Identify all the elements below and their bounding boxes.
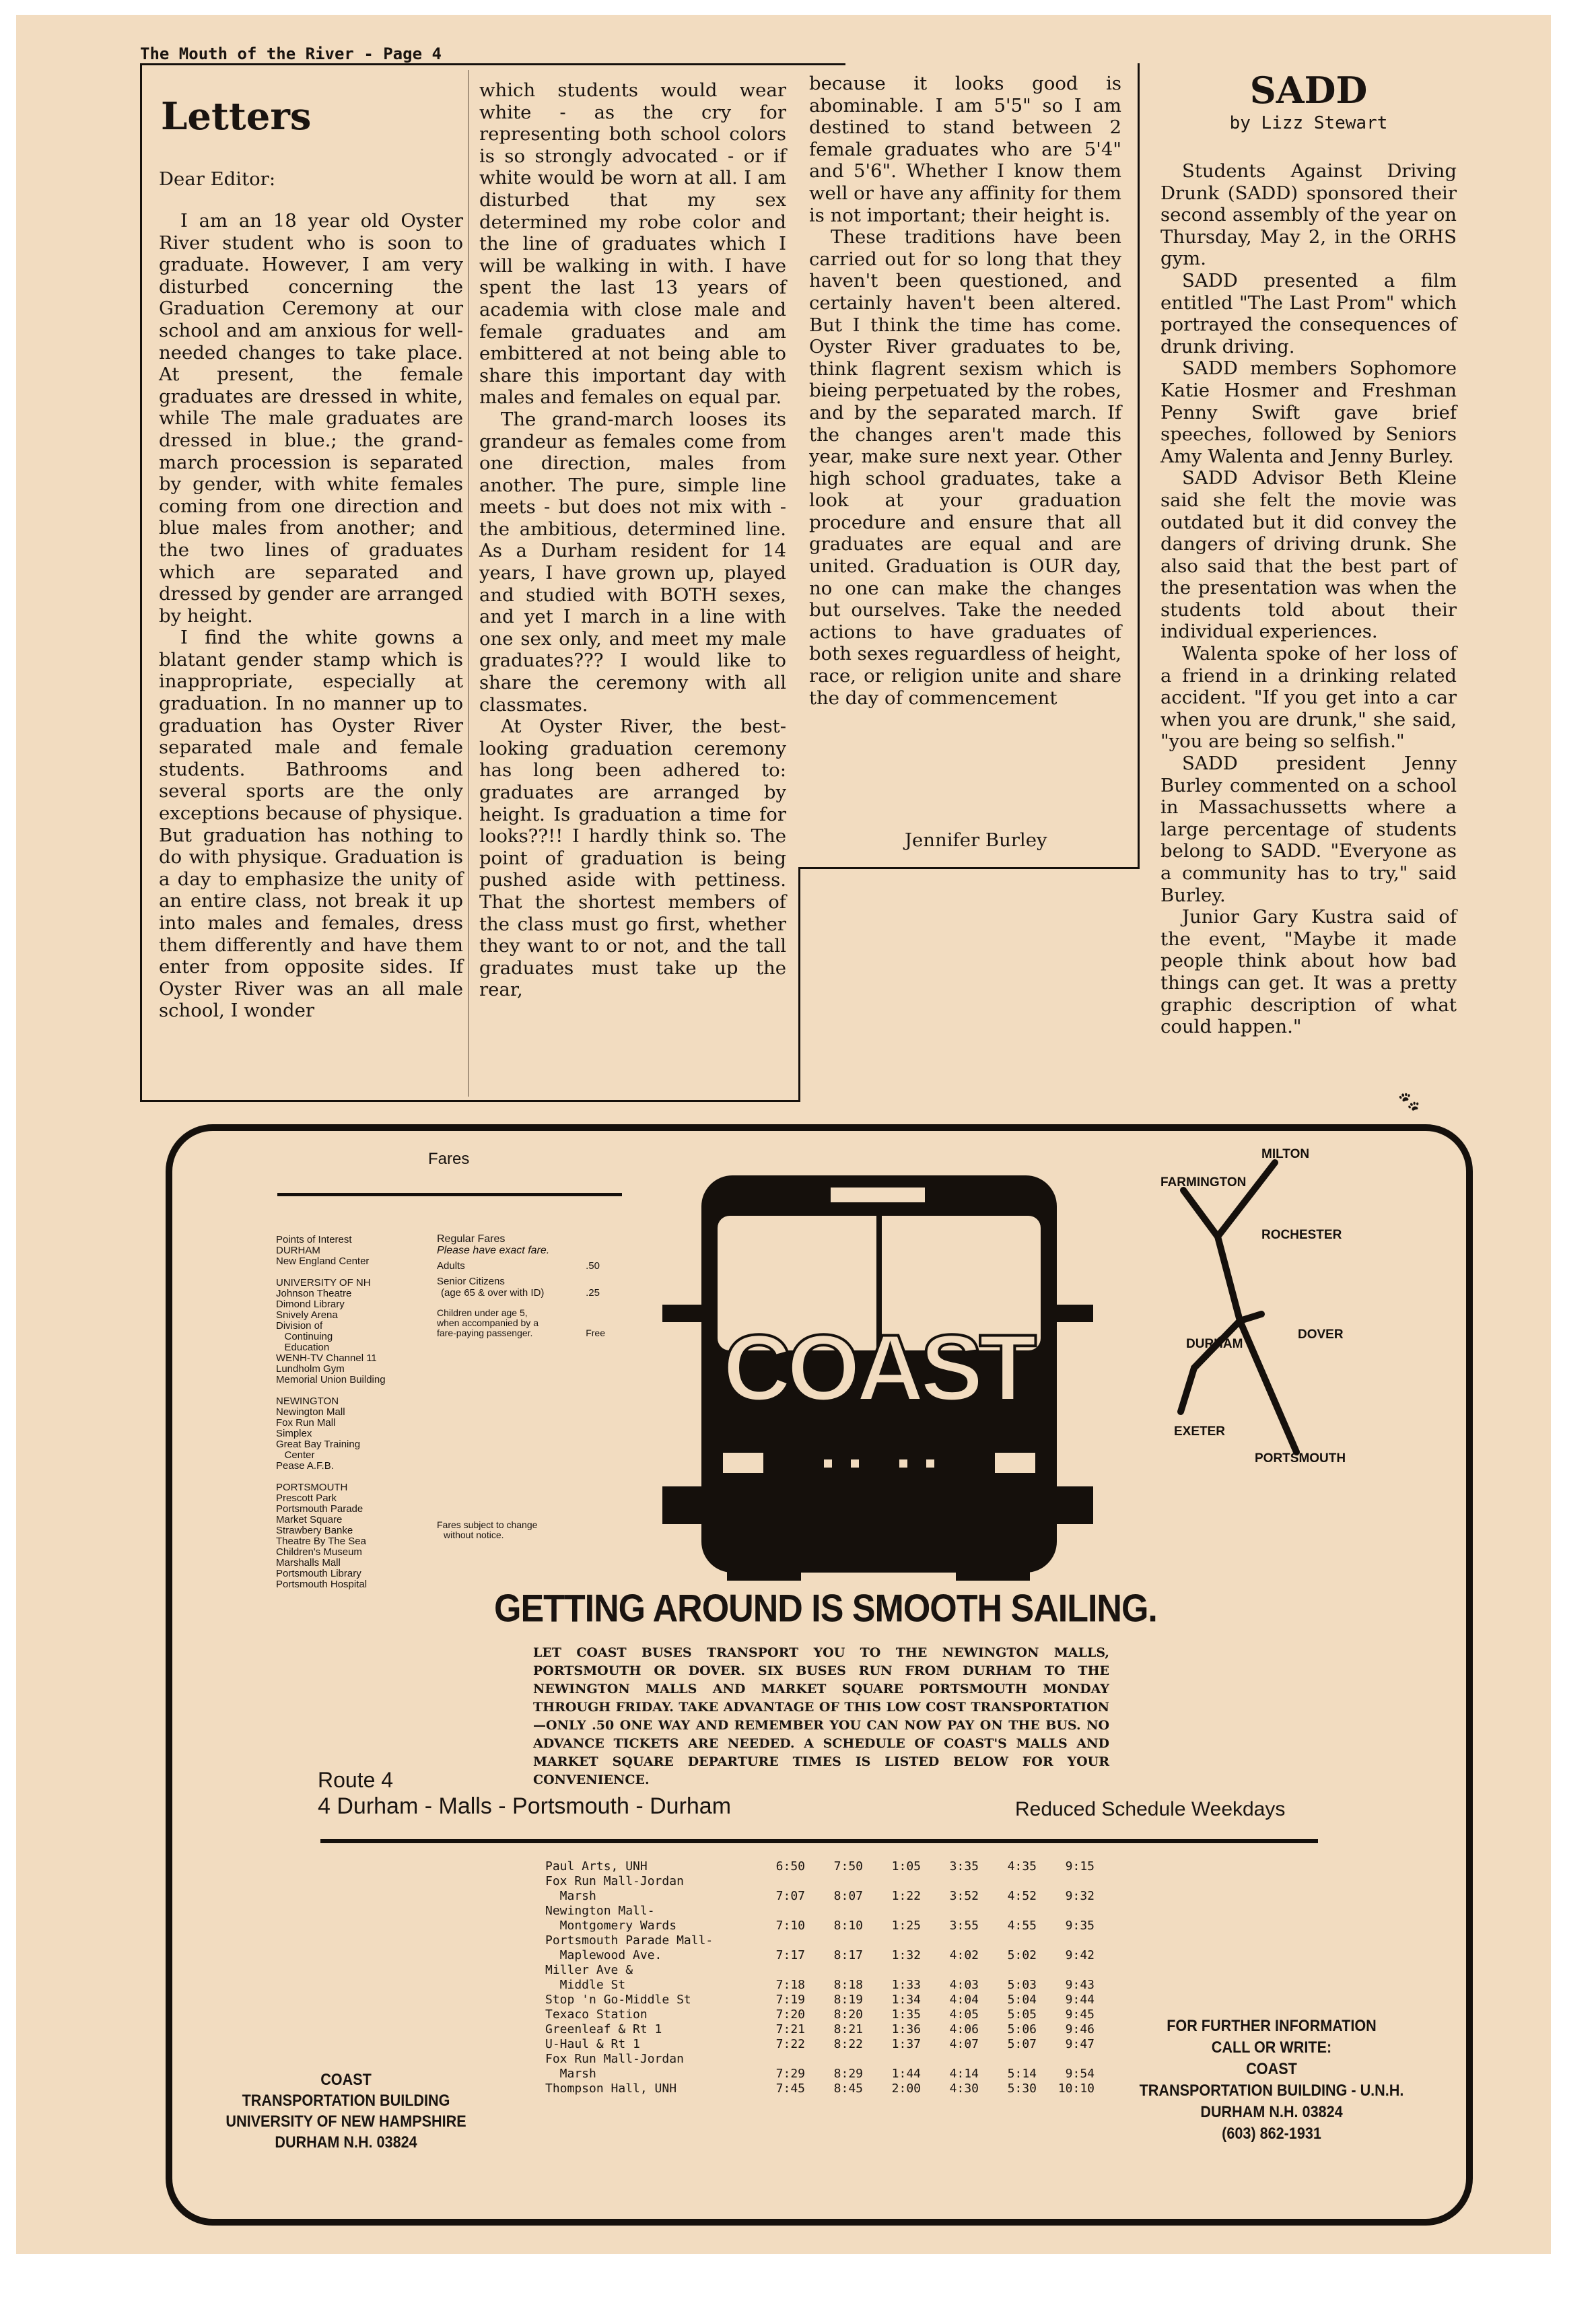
schedule-time: 7:19 — [775, 1993, 805, 2007]
address-line: TRANSPORTATION BUILDING - U.N.H. — [1139, 2082, 1404, 2100]
sadd-paragraph: SADD Advisor Beth Kleine said she felt the movie was outdated but it did convey the dangers of driving drunk. She also said that the best part of the presentation was when the students told about their individual experiences. — [1160, 467, 1457, 643]
schedule-time: 4:14 — [949, 2067, 979, 2081]
letters-paragraph: I find the white gowns a blatant gender stamp which is inappropriate, especially at graduation. In no manner up to graduation has Oyster River separated male and female students. Bathrooms and several sports are the only exceptions because of physique. But graduation has nothing to do with physique. Graduation is a day to emphasize the unity of an entire class, not break it up into males and females, dress them differently and have them enter from opposite sides. If Oyster River was an all male school, I wonder — [159, 627, 463, 1022]
address-line: COAST — [1246, 2060, 1297, 2078]
schedule-row — [545, 1859, 1095, 1874]
route-map — [1160, 1146, 1383, 1482]
fare-detail: fare-paying passenger. — [437, 1328, 533, 1338]
bus-light — [899, 1459, 907, 1468]
schedule-time: 3:55 — [949, 1919, 979, 1933]
schedule-stop: Montgomery Wards — [545, 1919, 677, 1933]
schedule-row — [545, 1993, 1095, 2007]
schedule-row — [545, 1933, 1095, 1948]
poi-line: Dimond Library — [276, 1299, 345, 1310]
schedule-time: 6:50 — [775, 1859, 805, 1873]
fare-detail: Children under age 5, — [437, 1307, 528, 1318]
schedule-row — [545, 1978, 1095, 1993]
schedule-time: 4:02 — [949, 1948, 979, 1962]
letters-column-3 — [809, 73, 1121, 709]
poi-line: Market Square — [276, 1514, 343, 1525]
schedule-note: Reduced Schedule Weekdays — [1015, 1798, 1286, 1820]
schedule-row — [545, 2067, 1095, 2082]
bus-light — [824, 1459, 832, 1468]
fare-price: .50 — [586, 1260, 600, 1272]
map-label-exeter: EXETER — [1174, 1424, 1226, 1439]
schedule-time: 8:18 — [833, 1978, 863, 1992]
schedule-row — [545, 1963, 1095, 1978]
schedule-time: 4:55 — [1007, 1919, 1037, 1933]
schedule-time: 1:05 — [891, 1859, 921, 1873]
disclaimer-line: Fares subject to change — [437, 1519, 538, 1530]
schedule-time: 8:22 — [833, 2037, 863, 2051]
sadd-article — [1160, 160, 1457, 1038]
schedule-time: 1:34 — [891, 1993, 921, 2007]
letters-paragraph: because it looks good is abominable. I am 5'5" so I am destined to stand between 2 female graduates who are 5'4" and 5'6". Whether I know them well or have any affinity for them is not important; their height is. — [809, 73, 1121, 226]
bus-headlight — [995, 1453, 1035, 1473]
poi-line: Pease A.F.B. — [276, 1460, 334, 1472]
schedule-time: 5:02 — [1007, 1948, 1037, 1962]
fares-disclaimer — [437, 1520, 537, 1540]
fare-detail: when accompanied by a — [437, 1317, 539, 1328]
schedule-time: 7:45 — [775, 2082, 805, 2096]
poi-line — [276, 1472, 386, 1482]
letters-column-1 — [159, 210, 463, 1022]
schedule-time — [1037, 1933, 1095, 1948]
schedule-stop: Middle St — [545, 1978, 626, 1992]
poi-line: NEWINGTON — [276, 1396, 339, 1407]
schedule-time — [747, 1874, 805, 1889]
schedule-time — [921, 1933, 979, 1948]
poi-line: Snively Arena — [276, 1309, 338, 1321]
schedule-time: 9:42 — [1065, 1948, 1095, 1962]
fare-price: Free — [586, 1328, 605, 1338]
schedule-time — [979, 1904, 1037, 1919]
fares-title: Fares — [428, 1150, 470, 1168]
poi-line: Simplex — [276, 1428, 312, 1439]
poi-line: Great Bay Training — [276, 1439, 361, 1450]
route-farmington-rochester — [1183, 1190, 1218, 1237]
schedule-stop: Newington Mall- — [545, 1904, 655, 1918]
letters-step-horizontal — [798, 867, 1139, 869]
map-label-dover: DOVER — [1298, 1328, 1344, 1342]
schedule-time — [747, 1904, 805, 1919]
fare-detail: (age 65 & over with ID) — [441, 1287, 545, 1299]
sadd-paragraph: SADD president Jenny Burley commented on a school in Massachussetts where a large percentage of students belong to SADD. "Everyone as a community has to try," said Burley. — [1160, 753, 1457, 906]
poi-line: New England Center — [276, 1255, 370, 1267]
fare-label: Adults — [437, 1260, 465, 1272]
schedule-time — [863, 1933, 921, 1948]
sadd-paragraph: Students Against Driving Drunk (SADD) sponsored their second assembly of the year on Thursday, May 2, in the ORHS gym. — [1160, 160, 1457, 270]
schedule-time: 7:07 — [775, 1889, 805, 1903]
letters-bottom-border — [140, 1100, 800, 1102]
poi-line: Prescott Park — [276, 1492, 337, 1504]
sadd-byline: by Lizz Stewart — [1229, 113, 1388, 133]
letters-paragraph: The grand-march looses its grandeur as females come from one direction, males from another. The pure, simple line meets - but does not mix with - the ambitious, determined line. As a Durham resident for 14 years, I have grown up, played and studied with BOTH sexes, and yet I march in a line with one sex only, and meet my male graduates??? I would like to share the ceremony with all classmates. — [479, 408, 786, 716]
letters-signature: Jennifer Burley — [905, 829, 1047, 851]
schedule-stop: Fox Run Mall-Jordan — [545, 2052, 684, 2066]
schedule-stop: Thompson Hall, UNH — [545, 2082, 677, 2096]
schedule-time — [747, 1963, 805, 1978]
letters-salutation: Dear Editor: — [159, 168, 276, 190]
schedule-time — [1037, 2052, 1095, 2067]
schedule-stop: Marsh — [545, 1889, 596, 1903]
bus-light — [851, 1459, 859, 1468]
address-line: (603) 862-1931 — [1222, 2125, 1321, 2143]
poi-line: DURHAM — [276, 1245, 320, 1256]
bus-destination-sign — [831, 1188, 925, 1202]
schedule-time: 1:22 — [891, 1889, 921, 1903]
schedule-time: 1:37 — [891, 2037, 921, 2051]
newspaper-page — [16, 15, 1551, 2254]
schedule-time: 4:52 — [1007, 1889, 1037, 1903]
map-label-durham: DURHAM — [1186, 1337, 1243, 1351]
disclaimer-line: without notice. — [444, 1529, 504, 1540]
address-line: DURHAM N.H. 03824 — [275, 2133, 417, 2152]
schedule-time: 1:33 — [891, 1978, 921, 1992]
fare-row-children — [437, 1308, 606, 1338]
schedule-time: 7:21 — [775, 2022, 805, 2036]
schedule-time: 5:06 — [1007, 2022, 1037, 2036]
schedule-time: 9:35 — [1065, 1919, 1095, 1933]
schedule-time — [979, 1933, 1037, 1948]
schedule-time: 8:20 — [833, 2007, 863, 2022]
fare-label: Senior Citizens — [437, 1276, 505, 1287]
column-divider — [468, 70, 469, 1097]
schedule-body — [545, 1859, 1095, 2096]
schedule-time: 5:30 — [1007, 2082, 1037, 2096]
sadd-paragraph: SADD presented a film entitled "The Last Prom" which portrayed the consequences of drunk driving. — [1160, 269, 1457, 357]
fare-note: Please have exact fare. — [437, 1245, 550, 1256]
fare-row-seniors — [437, 1276, 606, 1299]
schedule-time: 5:07 — [1007, 2037, 1037, 2051]
poi-line: Children's Museum — [276, 1546, 362, 1558]
schedule-time: 9:54 — [1065, 2067, 1095, 2081]
schedule-time: 4:04 — [949, 1993, 979, 2007]
schedule-time: 1:35 — [891, 2007, 921, 2022]
address-line: TRANSPORTATION BUILDING — [242, 2092, 450, 2110]
letters-paragraph: which students would wear white - as the cry for representing both school colors is so strongly advocated - or if white would be worn at all. I am disturbed that my sex determined my robe color and the line of graduates which I will be walking in with. I have spent the last 13 years of academia with close male and female graduates and am embittered at not being able to share this important day with males and females on equal par. — [479, 79, 786, 409]
schedule-time: 9:15 — [1065, 1859, 1095, 1873]
schedule-time — [863, 1963, 921, 1978]
schedule-time: 9:47 — [1065, 2037, 1095, 2051]
poi-line: Continuing — [276, 1331, 333, 1342]
map-label-portsmouth: PORTSMOUTH — [1255, 1451, 1346, 1466]
schedule-time: 9:32 — [1065, 1889, 1095, 1903]
bus-light — [926, 1459, 934, 1468]
poi-line: Fox Run Mall — [276, 1417, 336, 1429]
schedule-row — [545, 2082, 1095, 2096]
address-line: CALL OR WRITE: — [1211, 2038, 1332, 2057]
route-rochester-dover — [1218, 1237, 1240, 1321]
poi-line: Points of Interest — [276, 1234, 352, 1245]
schedule-time: 7:10 — [775, 1919, 805, 1933]
poi-line: Marshalls Mall — [276, 1557, 341, 1569]
schedule-row — [545, 1948, 1095, 1963]
letters-paragraph: I am an 18 year old Oyster River student who is soon to graduate. However, I am very disturbed concerning the Graduation Ceremony at our school and am anxious for well-needed changes to take place. At present, the female graduates are dressed in white, while The male graduates are dressed in blue.; the grand-march procession is separated by gender, with white females coming from one direction and blue males from another; and the two lines of graduates which are separated and dressed by gender are arranged by height. — [159, 210, 463, 627]
poi-line: Portsmouth Hospital — [276, 1579, 368, 1590]
schedule-time: 8:19 — [833, 1993, 863, 2007]
points-of-interest — [276, 1235, 386, 1590]
schedule-time: 7:22 — [775, 2037, 805, 2051]
schedule-stop: Portsmouth Parade Mall- — [545, 1933, 714, 1948]
schedule-time — [805, 1963, 863, 1978]
schedule-time: 7:50 — [833, 1859, 863, 1873]
route-dover-spur — [1240, 1314, 1261, 1321]
schedule-time: 4:03 — [949, 1978, 979, 1992]
schedule-stop: Texaco Station — [545, 2007, 648, 2022]
letters-left-border — [140, 63, 142, 1101]
schedule-time: 4:30 — [949, 2082, 979, 2096]
poi-line: Center — [276, 1449, 315, 1461]
route-durham-exeter — [1181, 1368, 1194, 1412]
schedule-time: 1:44 — [891, 2067, 921, 2081]
schedule-time — [1037, 1874, 1095, 1889]
schedule-stop: Paul Arts, UNH — [545, 1859, 648, 1873]
fare-table — [437, 1233, 606, 1338]
route-name: 4 Durham - Malls - Portsmouth - Durham — [318, 1793, 732, 1819]
schedule-row — [545, 1919, 1095, 1933]
schedule-time: 2:00 — [891, 2082, 921, 2096]
letters-paragraph: These traditions have been carried out for so long that they haven't been questioned, and certainly haven't been altered. But I think the time has come. Oyster River graduates to be, think flagrent sexism which is bieing perpetuated by the robes, and by the separated march. If the changes aren't made this year, make sure next year. Other high school graduates, take a look at your graduation procedure and ensure that all graduates are equal and are united. Graduation is OUR day, no one can make the changes but ourselves. Take the needed actions to have graduates of both sexes reguardless of height, race, or religion unite and share the day of commencement — [809, 226, 1121, 709]
schedule-stop: Greenleaf & Rt 1 — [545, 2022, 662, 2036]
schedule-time: 8:07 — [833, 1889, 863, 1903]
schedule-time: 3:52 — [949, 1889, 979, 1903]
schedule-time: 1:36 — [891, 2022, 921, 2036]
schedule-time: 4:07 — [949, 2037, 979, 2051]
schedule-time: 9:46 — [1065, 2022, 1095, 2036]
map-label-farmington: FARMINGTON — [1160, 1175, 1247, 1190]
schedule-time — [747, 1933, 805, 1948]
schedule-time: 8:45 — [833, 2082, 863, 2096]
schedule-time: 5:04 — [1007, 1993, 1037, 2007]
route-dover-portsmouth — [1240, 1321, 1296, 1452]
sadd-heading: SADD — [1249, 69, 1368, 112]
letters-paragraph: At Oyster River, the best-looking graduation ceremony has long been adhered to: graduates are arranged by height. Is graduation a time for looks??!! I hardly think so. The point of graduation is being pushed aside with pettiness. That the shortest members of the class must go first, whether they want to or not, and the tall graduates must take up the rear, — [479, 716, 786, 1001]
paw-print-icon: 🐾︎ — [1396, 1091, 1422, 1114]
letters-right-border — [1138, 63, 1140, 869]
schedule-time — [805, 2052, 863, 2067]
schedule-time — [863, 1904, 921, 1919]
schedule-time: 4:35 — [1007, 1859, 1037, 1873]
schedule-time — [921, 1904, 979, 1919]
sadd-paragraph: Walenta spoke of her loss of a friend in a drinking related accident. "If you get into a car when you are drunk," she said, "you are being so selfish." — [1160, 643, 1457, 753]
poi-line: Portsmouth Parade — [276, 1503, 363, 1515]
poi-line: Division of — [276, 1320, 323, 1332]
schedule-stop: U-Haul & Rt 1 — [545, 2037, 640, 2051]
schedule-time: 4:06 — [949, 2022, 979, 2036]
poi-line — [276, 1385, 386, 1396]
schedule-time: 7:17 — [775, 1948, 805, 1962]
address-line: COAST — [320, 2071, 372, 2089]
fares-rule — [277, 1193, 622, 1196]
fare-heading: Regular Fares — [437, 1233, 506, 1245]
map-label-milton: MILTON — [1261, 1147, 1310, 1161]
bus-mirror-left — [662, 1305, 703, 1322]
schedule-time: 9:45 — [1065, 2007, 1095, 2022]
bus-mirror-right — [1057, 1305, 1093, 1322]
running-head: The Mouth of the River - Page 4 — [140, 44, 442, 63]
schedule-time: 7:29 — [775, 2067, 805, 2081]
schedule-time: 9:44 — [1065, 1993, 1095, 2007]
schedule-time — [921, 2052, 979, 2067]
address-line: UNIVERSITY OF NEW HAMPSHIRE — [225, 2112, 466, 2131]
schedule-table — [545, 1859, 1095, 2096]
schedule-time: 5:03 — [1007, 1978, 1037, 1992]
schedule-time: 1:25 — [891, 1919, 921, 1933]
schedule-time — [805, 1874, 863, 1889]
address-line: DURHAM N.H. 03824 — [1200, 2103, 1343, 2121]
schedule-stop: Fox Run Mall-Jordan — [545, 1874, 684, 1888]
schedule-time: 7:20 — [775, 2007, 805, 2022]
schedule-time — [979, 1963, 1037, 1978]
poi-line: Johnson Theatre — [276, 1288, 352, 1299]
poi-line: Memorial Union Building — [276, 1374, 386, 1385]
poi-line: Newington Mall — [276, 1406, 345, 1418]
poi-line: UNIVERSITY OF NH — [276, 1277, 371, 1288]
poi-line: Strawbery Banke — [276, 1525, 353, 1536]
schedule-time: 1:32 — [891, 1948, 921, 1962]
poi-line: Education — [276, 1342, 330, 1353]
letters-step-vertical — [798, 867, 800, 1102]
schedule-time — [1037, 1963, 1095, 1978]
sadd-paragraph: SADD members Sophomore Katie Hosmer and Freshman Penny Swift gave brief speeches, followed by Seniors Amy Walenta and Jenny Burley. — [1160, 357, 1457, 467]
route-milton-rochester — [1218, 1163, 1275, 1237]
bus-wheel — [956, 1520, 1030, 1581]
schedule-time — [921, 1963, 979, 1978]
bus-wheel — [727, 1520, 801, 1581]
address-line: FOR FURTHER INFORMATION — [1167, 2017, 1377, 2035]
schedule-time: 5:14 — [1007, 2067, 1037, 2081]
schedule-time — [863, 2052, 921, 2067]
poi-line: PORTSMOUTH — [276, 1482, 348, 1493]
schedule-row — [545, 1874, 1095, 1889]
bus-logo: COAST — [723, 1315, 1033, 1420]
schedule-rule — [320, 1839, 1318, 1843]
sadd-paragraph: Junior Gary Kustra said of the event, "Maybe it made people think about how bad things can get. It was a pretty graphic description of what could happen." — [1160, 906, 1457, 1038]
top-rule — [140, 63, 845, 65]
schedule-time: 3:35 — [949, 1859, 979, 1873]
schedule-time: 8:29 — [833, 2067, 863, 2081]
route-title: Route 4 — [318, 1768, 394, 1792]
schedule-row — [545, 2022, 1095, 2037]
fare-price: .25 — [586, 1287, 600, 1299]
poi-line — [276, 1267, 386, 1278]
poi-line: Theatre By The Sea — [276, 1536, 366, 1547]
schedule-row — [545, 1904, 1095, 1919]
schedule-row — [545, 2052, 1095, 2067]
schedule-time: 10:10 — [1057, 2082, 1095, 2096]
schedule-row — [545, 2007, 1095, 2022]
map-label-rochester: ROCHESTER — [1261, 1228, 1342, 1242]
bus-headlight — [723, 1453, 763, 1473]
schedule-time — [863, 1874, 921, 1889]
bus-illustration — [662, 1170, 1093, 1581]
schedule-time — [805, 1904, 863, 1919]
letters-heading: Letters — [161, 94, 312, 139]
schedule-stop: Stop 'n Go-Middle St — [545, 1993, 691, 2007]
schedule-time — [747, 2052, 805, 2067]
address-right — [1117, 2016, 1426, 2145]
address-left — [195, 2069, 497, 2153]
schedule-row — [545, 1889, 1095, 1904]
schedule-row — [545, 2037, 1095, 2052]
schedule-time: 9:43 — [1065, 1978, 1095, 1992]
poi-line: Portsmouth Library — [276, 1568, 361, 1579]
poi-line: WENH-TV Channel 11 — [276, 1352, 377, 1364]
bus-bumper — [662, 1486, 1093, 1524]
schedule-time — [805, 1933, 863, 1948]
schedule-time: 8:21 — [833, 2022, 863, 2036]
coast-tagline: GETTING AROUND IS SMOOTH SAILING. — [494, 1587, 1157, 1630]
fare-row-adults — [437, 1260, 606, 1272]
schedule-time — [979, 2052, 1037, 2067]
schedule-time — [1037, 1904, 1095, 1919]
coast-promo-text: LET COAST BUSES TRANSPORT YOU TO THE NEWINGTON MALLS, PORTSMOUTH OR DOVER. SIX BUSES RUN FROM DURHAM TO THE NEWINGTON MALLS AND MARKET SQUARE PORTSMOUTH MONDAY THROUGH FRIDAY. TAKE ADVANTAGE OF THIS LOW COST TRANSPORTATION—ONLY .50 ONE WAY AND REMEMBER YOU CAN NOW PAY ON THE BUS. NO ADVANCE TICKETS ARE NEEDED. A SCHEDULE OF COAST'S MALLS AND MARKET SQUARE DEPARTURE TIMES IS LISTED BELOW FOR YOUR CONVENIENCE. — [533, 1645, 1109, 1787]
schedule-time: 4:05 — [949, 2007, 979, 2022]
schedule-stop: Marsh — [545, 2067, 596, 2081]
schedule-stop: Maplewood Ave. — [545, 1948, 662, 1962]
schedule-time: 5:05 — [1007, 2007, 1037, 2022]
schedule-time — [979, 1874, 1037, 1889]
letters-column-2 — [479, 79, 786, 1001]
schedule-time: 8:17 — [833, 1948, 863, 1962]
schedule-time — [921, 1874, 979, 1889]
schedule-stop: Miller Ave & — [545, 1963, 633, 1977]
schedule-time: 7:18 — [775, 1978, 805, 1992]
poi-line: Lundholm Gym — [276, 1363, 345, 1375]
schedule-time: 8:10 — [833, 1919, 863, 1933]
